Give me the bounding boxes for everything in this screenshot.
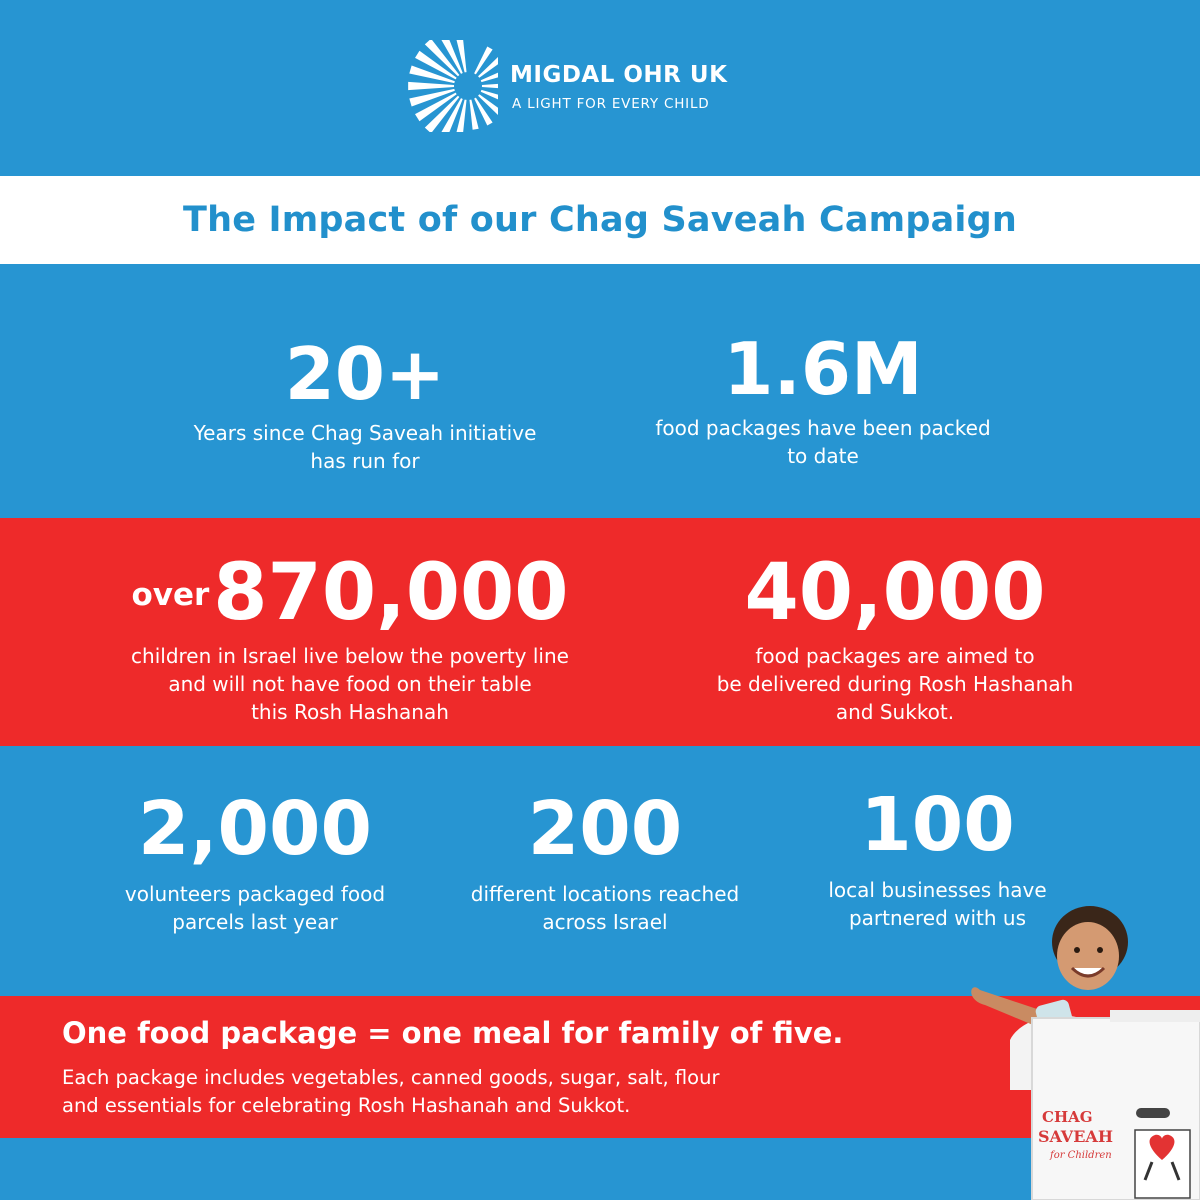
stat-value: 40,000 — [744, 548, 1046, 638]
desc-line: be delivered during Rosh Hashanah — [716, 672, 1074, 696]
stat-packages-target — [675, 548, 1115, 726]
desc-line: partnered with us — [848, 906, 1027, 930]
logo-ray — [408, 82, 454, 90]
stat-description — [675, 642, 1115, 726]
stat-prefix: over — [131, 577, 210, 613]
bottom-body — [62, 1064, 822, 1120]
desc-line: across Israel — [542, 910, 668, 934]
stat-value: 200 — [527, 786, 683, 872]
box-text-chag: CHAG — [1042, 1108, 1093, 1126]
logo-ray — [482, 83, 498, 89]
header — [0, 0, 1200, 176]
desc-line: has run for — [310, 449, 420, 473]
page-title: The Impact of our Chag Saveah Campaign — [183, 200, 1017, 240]
child-eye — [1097, 947, 1103, 953]
desc-line: parcels last year — [172, 910, 338, 934]
bottom-headline: One food package = one meal for family of five. — [62, 1016, 844, 1050]
stat-locations — [450, 786, 760, 936]
stat-value — [90, 548, 610, 638]
desc-line: and Sukkot. — [835, 700, 955, 724]
stat-description — [155, 419, 575, 475]
stat-description — [450, 880, 760, 936]
stat-description — [90, 642, 610, 726]
food-box-handle — [1136, 1108, 1170, 1118]
desc-line: children in Israel live below the poverty line — [131, 644, 569, 668]
stat-description — [90, 880, 420, 936]
brand-tagline: A LIGHT FOR EVERY CHILD — [512, 96, 710, 112]
desc-line: food packages have been packed — [655, 416, 991, 440]
body-line: and essentials for celebrating Rosh Hashanah and Sukkot. — [62, 1094, 631, 1117]
box-text-for-children: for Children — [1050, 1150, 1112, 1161]
box-text-saveah: SAVEAH — [1038, 1127, 1113, 1146]
stat-value: 1.6M — [723, 327, 923, 411]
stat-years — [155, 332, 575, 475]
stat-children-poverty — [90, 548, 610, 726]
desc-line: to date — [787, 444, 859, 468]
stat-number: 870,000 — [213, 548, 569, 638]
desc-line: local businesses have — [828, 878, 1047, 902]
stat-volunteers — [90, 786, 420, 936]
desc-line: food packages are aimed to — [755, 644, 1035, 668]
logo-ray — [474, 98, 492, 126]
stat-packages-packed — [623, 327, 1023, 470]
sunburst-logo-icon — [406, 40, 498, 132]
stat-value: 20+ — [284, 332, 446, 416]
body-line: Each package includes vegetables, canned goods, sugar, salt, flour — [62, 1066, 720, 1089]
desc-line: Years since Chag Saveah initiative — [193, 421, 537, 445]
food-box-flap — [1110, 1010, 1200, 1022]
brand-name: MIGDAL OHR UK — [510, 62, 728, 88]
stat-value: 100 — [860, 782, 1015, 868]
stat-description — [623, 414, 1023, 470]
child-eye — [1074, 947, 1080, 953]
stat-value: 2,000 — [137, 786, 373, 872]
desc-line: and will not have food on their table — [168, 672, 532, 696]
child-with-food-box-photo — [940, 890, 1200, 1200]
logo-ray — [474, 46, 492, 74]
desc-line: different locations reached — [470, 882, 740, 906]
red-band — [0, 518, 1200, 746]
title-band — [0, 176, 1200, 264]
desc-line: volunteers packaged food — [124, 882, 386, 906]
desc-line: this Rosh Hashanah — [251, 700, 449, 724]
child-face — [1057, 922, 1119, 990]
